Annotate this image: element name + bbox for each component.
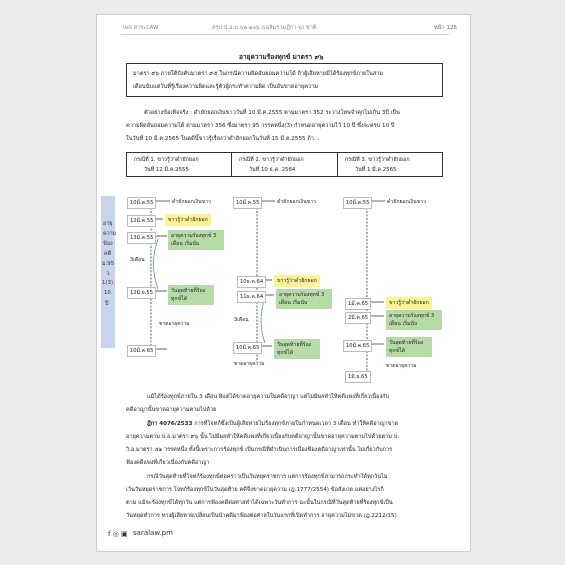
side-label-2: ความ [103, 231, 117, 237]
c2-date-begin: 11ธ.ค.64 [237, 291, 266, 303]
side-label-1: อายุ [103, 221, 113, 227]
note-line-2: คดีอาญานั้นขาดอายุความตามไปด้วย [126, 407, 217, 413]
c3-label-begin: อายุความร้องทุกข์ 3 เดือน เริ่มนับ [386, 310, 442, 330]
dika-ref: ฎีกา 4076/2533 [147, 421, 193, 427]
c2-label-last: วันสุดท้ายที่ร้องทุกข์ได้ [274, 339, 320, 359]
section-title: อายุความร้องทุกข์ มาตรา ๙๖ [239, 53, 324, 61]
final-line-3: ตาม แม้จะร้องทุกข์ได้ทุกวัน แต่การฟ้องคดีต่อศาลทำได้เฉพาะวันทำการ ฉะนั้นในกรณีที่วันสุดท้ายที่ร้องทุกข์เป็น [126, 500, 393, 506]
case-2-line-1: กรณีที่ 2. ขาวรู้ว่าดำยักยอก [239, 157, 304, 163]
side-label-9: ปี [105, 301, 109, 307]
c1-date-start: 10มี.ค.55 [127, 197, 156, 209]
final-line-4: วันหยุดทำการ ทางผู้เสียหายเปลี่ยนเป็นนำคดีมาฟ้องต่อศาลในวันแรกที่เปิดทำการ อายุความไม่ขาด (ฎ.2212/15) [126, 513, 397, 519]
c1-date-begin: 13มี.ค.55 [127, 232, 156, 244]
footer-site: saralaw.pm [133, 529, 173, 537]
final-line-2: เว้นวันหยุดราชการ โจทก์ร้องทุกข์ในวันสุดท้าย คดีจึงขาดอายุความ (ฎ.1777/2554) ข้อสังเกต แต่อย่างไรก็ [126, 487, 384, 493]
side-label-6: ว. [106, 271, 111, 277]
c3-date-start: 10มี.ค.55 [343, 197, 372, 209]
c2-date-end: 10มี.ค.65 [233, 342, 262, 354]
case-1-line-2: วันที่ 12 มี.ค.2555 [144, 167, 189, 173]
c3-label-last: วันสุดท้ายที่ร้องทุกข์ได้ [386, 337, 432, 357]
c3-label-start: ดำยักยอกเงินขาว [387, 199, 426, 205]
c2-label-start: ดำยักยอกเงินขาว [277, 199, 316, 205]
case-2-line-2: วันที่ 10 ธ.ค. 2564 [249, 167, 296, 173]
c1-date-end: 10มี.ค.65 [127, 345, 156, 357]
c2-expire: ขาดอายุความ [234, 361, 265, 367]
case-1-line-1: กรณีที่ 1. ขาวรู้ว่าดำยักยอก [134, 157, 199, 163]
dika-line-4: ฟ้องคดีแพ่งที่เกี่ยวเนื่องกับคดีอาญา [126, 460, 210, 466]
c3-date-end: 10มี.ค.65 [343, 340, 372, 352]
side-label-5: ม.95 [102, 261, 115, 267]
side-label-8: 10 [104, 290, 111, 296]
social-icons: f ◎ ▣ [108, 530, 128, 538]
dika-line-3: วิ.อ.มาตรา ๕๑ วรรคหนึ่ง ทั้งนี้เพราะการร้องทุกข์ เป็นกรณีที่ดำเนินการเนื่องฟ้องคดีอาญาเท่านั้น ไม่เกี่ยวกับการ [126, 447, 393, 453]
case-3-line-1: กรณีที่ 3. ขาวรู้ว่าดำยักยอก [345, 157, 410, 163]
law-line-1: มาตรา ๙๖ ภายใต้บังคับมาตรา ๙๕ ในกรณีความผิดอันยอมความได้ ถ้าผู้เสียหายมิได้ร้องทุกข์ภายในสาม [133, 71, 384, 77]
note-line-1: แม้ได้ร้องทุกข์ภายใน 3 เดือน ผิแต่ได้ขาดอายุความในคดีอาญา แต่ไม่มีผลทำให้คดีแพ่งที่เกี่ยวเนื่องกับ [147, 394, 390, 400]
c1-label-know: ขาวรู้ว่าดำยักยอก [165, 214, 211, 226]
case-3-line-2: วันที่ 1 มี.ค.2565 [355, 167, 397, 173]
c1-label-last: วันสุดท้ายที่ร้องทุกข์ได้ [168, 285, 214, 305]
law-line-2: เดือนนับแต่วันที่รู้เรื่องความผิดและรู้ตัวผู้กระทำความผิด เป็นอันขาดอายุความ [133, 84, 318, 90]
side-label-4: คดี [104, 251, 112, 257]
header-center: สรุป ป.อ.ม.๖๒-๑๐๖ (เฉลิมรวมฎีกา-๖) ชาติ [212, 25, 317, 31]
c2-date-know: 10ธ.ค.64 [237, 276, 266, 288]
example-line-3: ในวันที่ 10 มี.ค.2565 ในคดีนี้ขาวรู้เรื่องว่าดำยักยอกในวันที่ 15 มี.ค.2555 ถ้า... [126, 136, 320, 142]
c2-date-start: 10มี.ค.55 [233, 197, 262, 209]
c1-date-know: 12มี.ค.55 [127, 215, 156, 227]
c1-three-month: 3เดือน [130, 257, 145, 263]
c3-date-know: 1มี.ค.65 [345, 298, 371, 310]
c3-date-begin: 2มี.ค.65 [345, 312, 371, 324]
c2-three-month: 3เดือน [234, 317, 249, 323]
c1-date-last: 12มิ.ย.55 [127, 287, 156, 299]
c2-label-begin: อายุความร้องทุกข์ 3 เดือน เริ่มนับ [276, 289, 332, 309]
page-number: หน้า 125 [434, 25, 458, 31]
c1-expire: ขาดอายุความ [159, 321, 190, 327]
side-label-7: 1(3) [102, 280, 114, 286]
c1-label-begin: อายุความร้องทุกข์ 3 เดือน เริ่มนับ [168, 230, 224, 250]
c2-label-know: ขาวรู้ว่าดำยักยอก [274, 275, 320, 287]
example-line-1: ตัวอย่างข้อเท็จจริง : ดำยักยอกเงินขาววันที่ 10 มี.ค.2555 ตามมาตรา 352 ระวางโทษจำคุกไม่เกิน 3ปี เป็น [144, 110, 400, 116]
header-left: เพจ สาระLAW [123, 25, 159, 31]
c1-label-start: ดำยักยอกเงินขาว [172, 199, 211, 205]
document-page [96, 14, 471, 552]
side-label-3: ฟ้อง [103, 241, 113, 247]
example-line-2: ความผิดอันยอมความได้ ตามมาตรา 356 ซึ่งมาตรา 95 วรรคหนึ่ง(3) กำหนดอายุความไว้ 10 ปี ซึ่งจะครบ 10 ปี [126, 123, 395, 129]
dika-line-2: อายุความตาม ป.อ.มาตรา ๙๖ นั้น ไม่มีผลทำให้คดีแพ่งที่เกี่ยวเนื่องกับคดีอาญานั้นขาดอายุความตามไปด้วยตาม ป. [126, 434, 400, 440]
dika-line-1 [147, 420, 398, 428]
c3-expire: ขาดอายุความ [386, 363, 417, 369]
c3-label-know: ขาวรู้ว่าดำยักยอก [386, 297, 432, 309]
final-line-1: กรณีวันสุดท้ายที่โจทก์ร้องทุกข์ต่อคราวเป็นวันหยุดราชการ แต่การร้องทุกข์สามารถกระทำได้ทุกวันไม่ [147, 474, 388, 480]
dika-text-1: การที่โจทก์ซึ่งเป็นผู้เสียหายไม่ร้องทุกข์ภายในกำหนดเวลา 3 เดือน ทำให้คดีอาญาขาด [192, 421, 399, 427]
c3-date-after: 1มิ.ย.65 [345, 371, 371, 383]
